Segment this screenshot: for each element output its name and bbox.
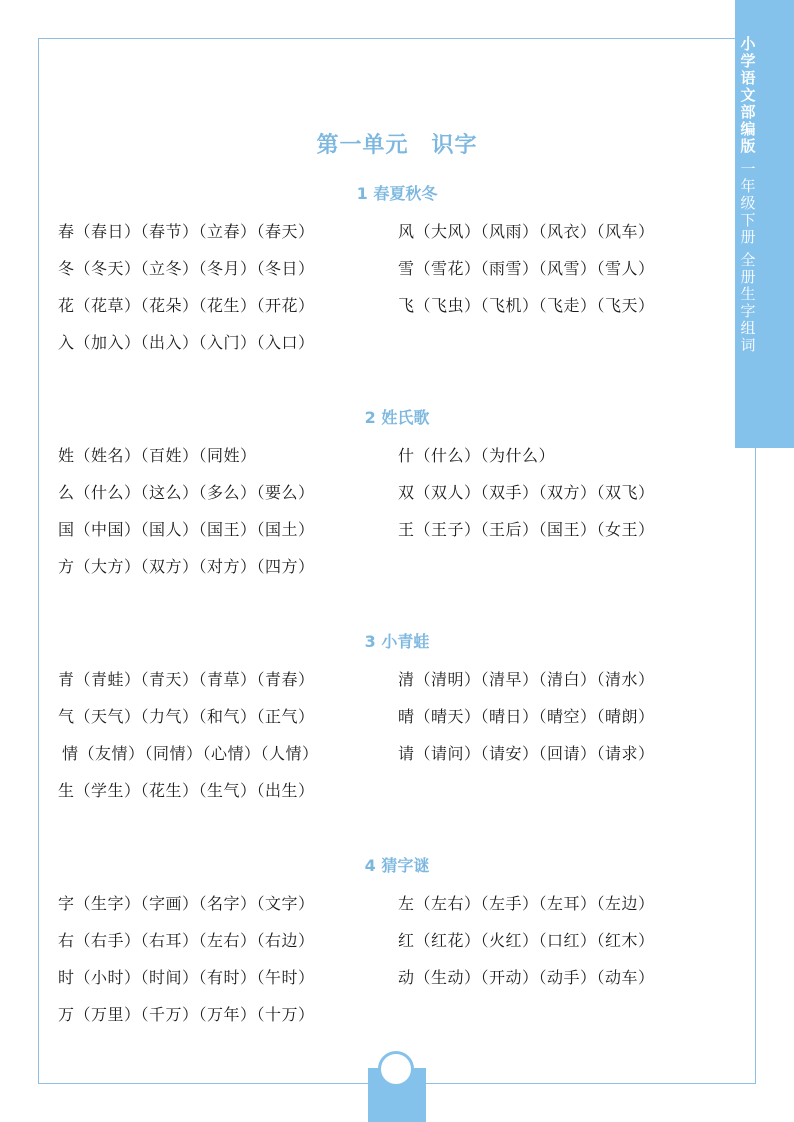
side-char: 文 (740, 86, 756, 104)
side-char: 编 (740, 120, 756, 138)
word-row: 花（花草）（花朵）（花生）（开花） (58, 296, 315, 315)
word-row: 左（左右）（左手）（左耳）（左边） (398, 894, 655, 913)
word-row: 双（双人）（双手）（双方）（双飞） (398, 483, 655, 502)
word-row: 情（友情）（同情）（心情）（人情） (62, 744, 319, 763)
word-row: 方（大方）（双方）（对方）（四方） (58, 557, 315, 576)
side-char: 版 (740, 137, 756, 155)
word-row: 什（什么）（为什么） (398, 446, 556, 465)
side-char: 组 (740, 319, 756, 337)
side-char: 语 (740, 69, 756, 87)
lesson-title: 1 春夏秋冬 (356, 184, 438, 203)
word-row: 生（学生）（花生）（生气）（出生） (58, 781, 315, 800)
word-row: 字（生字）（字画）（名字）（文字） (58, 894, 315, 913)
word-row: 国（中国）（国人）（国王）（国土） (58, 520, 315, 539)
word-row: 气（天气）（力气）（和气）（正气） (58, 707, 315, 726)
word-row: 入（加入）（出入）（入门）（入口） (58, 333, 315, 352)
side-char: 字 (740, 302, 756, 320)
page-title: 第一单元 识字 (316, 133, 478, 158)
side-char: 小 (740, 35, 756, 53)
word-row: 动（生动）（开动）（动手）（动车） (398, 968, 655, 987)
page-number-badge (378, 1051, 414, 1087)
word-row: 王（王子）（王后）（国王）（女王） (398, 520, 655, 539)
side-char: 册 (740, 268, 756, 286)
word-row: 么（什么）（这么）（多么）（要么） (58, 483, 315, 502)
word-row: 青（青蛙）（青天）（青草）（青春） (58, 670, 315, 689)
word-row: 冬（冬天）（立冬）（冬月）（冬日） (58, 259, 315, 278)
lesson-title: 4 猜字谜 (364, 856, 430, 875)
side-char: 年 (740, 177, 756, 195)
word-row: 时（小时）（时间）（有时）（午时） (58, 968, 315, 987)
side-char: 册 (740, 228, 756, 246)
side-char: 下 (740, 211, 756, 229)
word-row: 雪（雪花）（雨雪）（风雪）（雪人） (398, 259, 655, 278)
lesson-title: 3 小青蛙 (364, 632, 430, 651)
word-row: 春（春日）（春节）（立春）（春天） (58, 222, 315, 241)
word-row: 清（清明）（清早）（清白）（清水） (398, 670, 655, 689)
side-char: 一 (740, 160, 756, 178)
side-char: 词 (740, 336, 756, 354)
word-row: 飞（飞虫）（飞机）（飞走）（飞天） (398, 296, 655, 315)
word-row: 晴（晴天）（晴日）（晴空）（晴朗） (398, 707, 655, 726)
side-char: 生 (740, 285, 756, 303)
word-row: 风（大风）（风雨）（风衣）（风车） (398, 222, 655, 241)
word-row: 万（万里）（千万）（万年）（十万） (58, 1005, 315, 1024)
lesson-title: 2 姓氏歌 (364, 408, 430, 427)
side-char: 学 (740, 52, 756, 70)
side-char: 级 (740, 194, 756, 212)
side-char: 部 (740, 103, 756, 121)
word-row: 姓（姓名）（百姓）（同姓） (58, 446, 257, 465)
word-row: 请（请问）（请安）（回请）（请求） (398, 744, 655, 763)
side-char: 全 (740, 251, 756, 269)
word-row: 红（红花）（火红）（口红）（红木） (398, 931, 655, 950)
word-row: 右（右手）（右耳）（左右）（右边） (58, 931, 315, 950)
